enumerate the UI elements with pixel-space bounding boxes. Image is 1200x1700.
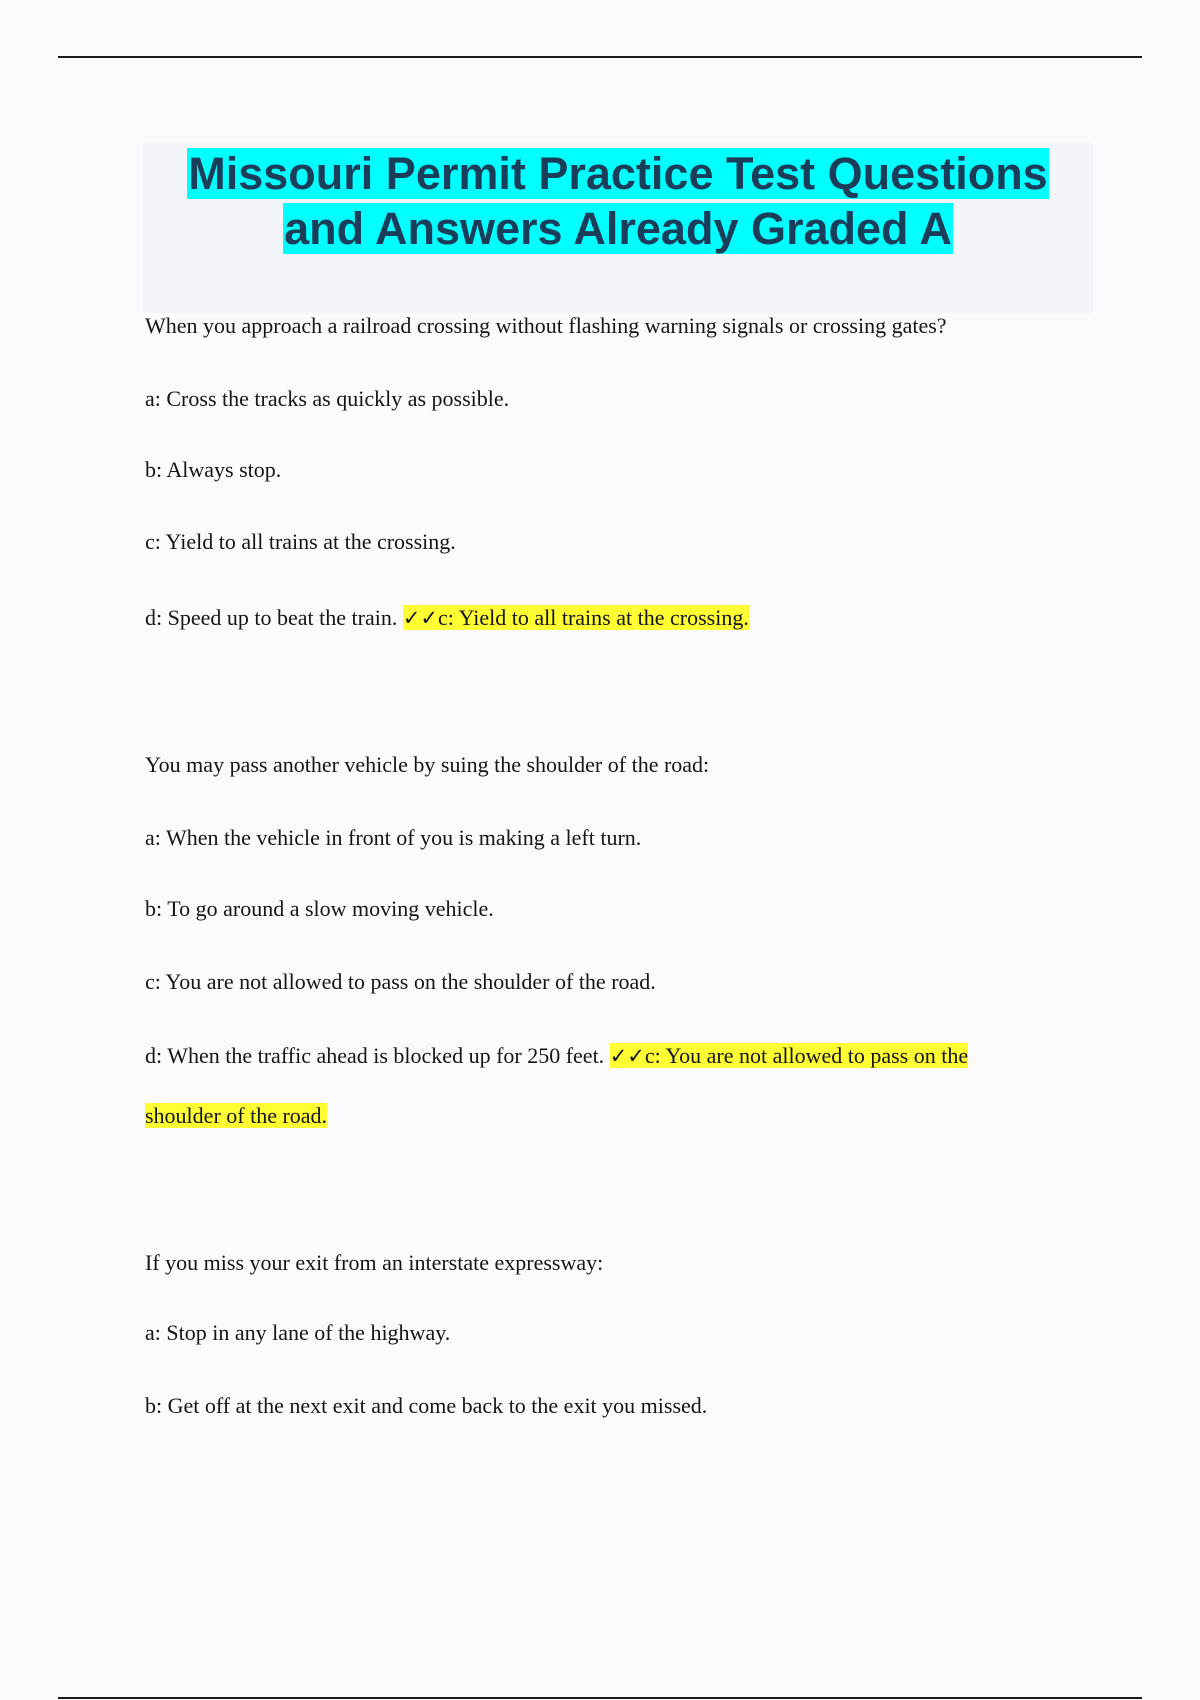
question-1-option-c: c: Yield to all trains at the crossing.	[145, 529, 456, 554]
document-title-line-2: and Answers Already Graded A	[284, 203, 952, 254]
question-2-option-d: d: When the traffic ahead is blocked up for 250 feet.	[145, 1043, 605, 1068]
question-1-text: When you approach a railroad crossing without flashing warning signals or crossing gates?	[145, 313, 947, 338]
question-2-answer-continuation-line	[145, 1101, 327, 1131]
question-2-answer-part-1: c: You are not allowed to pass on the	[644, 1043, 969, 1068]
question-1-answer-highlight	[403, 605, 749, 630]
question-2-option-a: a: When the vehicle in front of you is making a left turn.	[145, 825, 642, 850]
question-1-option-a: a: Cross the tracks as quickly as possible.	[145, 386, 510, 411]
question-1-option-b: b: Always stop.	[145, 457, 282, 482]
document-title-line-1: Missouri Permit Practice Test Questions	[188, 148, 1048, 199]
question-1-option-d: d: Speed up to beat the train.	[145, 605, 398, 630]
question-2-option-b: b: To go around a slow moving vehicle.	[145, 896, 494, 921]
question-3-text: If you miss your exit from an interstate expressway:	[145, 1250, 604, 1275]
question-1-option-d-line	[145, 603, 749, 633]
double-check-icon: ✓✓	[609, 1044, 645, 1068]
question-2-text: You may pass another vehicle by suing the shoulder of the road:	[145, 752, 710, 777]
title-block	[143, 143, 1093, 313]
top-rule	[58, 56, 1142, 58]
question-2-option-c: c: You are not allowed to pass on the shoulder of the road.	[145, 969, 656, 994]
question-3-option-b: b: Get off at the next exit and come back to the exit you missed.	[145, 1393, 708, 1418]
question-2-answer-highlight	[610, 1043, 968, 1068]
question-1-answer: c: Yield to all trains at the crossing.	[438, 605, 749, 630]
double-check-icon: ✓✓	[402, 606, 439, 630]
question-3-option-a: a: Stop in any lane of the highway.	[145, 1320, 451, 1345]
question-2-option-d-line	[145, 1041, 968, 1071]
question-2-answer-part-2: shoulder of the road.	[145, 1103, 328, 1128]
bottom-rule	[58, 1697, 1142, 1699]
